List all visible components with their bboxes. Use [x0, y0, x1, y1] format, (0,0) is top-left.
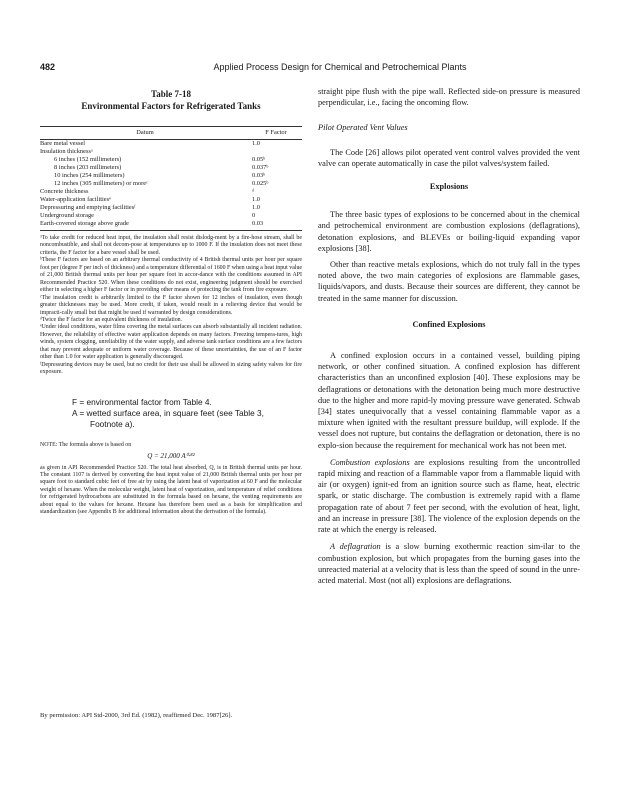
table-row: [40, 220, 302, 231]
row-value: 0: [252, 212, 256, 219]
paragraph-pressure: straight pipe flush with the pipe wall. Reflected side-on pressure is measured perpendicular, i.e., facing the oncoming flow.: [318, 87, 580, 108]
table-row: [40, 140, 302, 149]
table-title: [40, 88, 302, 112]
formula-note: [40, 442, 302, 517]
heading-confined: Confined Explosions: [412, 319, 486, 329]
left-column: [40, 88, 302, 517]
deflagration-text: is a slow burning exothermic reaction sim-ilar to the combustion explosion, but which propagates from the burning gases into the unreacted material at a velocity that is less than the speed of sound in the unre-acted material. Most (not all) explosions are deflagrations.: [318, 542, 580, 585]
heading-explosions: Explosions: [429, 182, 469, 192]
row-value: 0.03ᵇ: [252, 172, 266, 179]
row-value: 1.0: [252, 196, 260, 203]
table-row: [40, 148, 302, 156]
row-label: Water-application facilitiesᵉ: [40, 196, 111, 203]
row-label: 10 inches (254 millimeters): [54, 172, 125, 179]
note-lead: NOTE: The formula above is based on: [40, 441, 132, 448]
row-label: 8 inches (203 millimeters): [54, 164, 122, 171]
definition-a: A = wetted surface area, in square feet (see Table 3,: [72, 407, 264, 418]
note-body: as given in API Recommended Practice 520. The total heat absorbed, Q, is in British thermal units per hour. The constant 1107 is derived by converting the heat input value of 21,000 British thermal units per hour per square foot to standard cubic feet of free air by using the latent heat of vaporization at 60 F and the molecular weight of hexane. When the molecular weight, latent heat of vaporization, and temperature of relief conditions for refrigerated hydrocarbons are substituted in the formula based on hexane, the venting requirements are about equal to the values for hexane. Hexane has therefore been used as a basis for simplification and standardization (see Appendix B for additional information about the derivation of the formula).: [40, 464, 302, 516]
column-header-factor: F Factor: [250, 127, 302, 140]
table-row: [40, 180, 302, 188]
paragraph-confined: A confined explosion occurs in a contained vessel, building piping network, or other confined situation. A confined explosion has different characteristics than an unconfined explosion [40]. These explosions may be deflagrations or detonations with the detonation being much more destructive due to the higher and more rapid-ly moving pressure wave generated. Schwab [34] states unequivocally that a vessel containing flammable vapor as a mixture when ignited with the resultant pressure buildup, will explode. If the vessel does not rupture, but contains the deflagration or detonation, there is no explo-sion because the requirement for mechanical work has not been met.: [318, 351, 580, 450]
table-caption: Environmental Factors for Refrigerated Tanks: [81, 101, 261, 111]
row-label: Insulation thicknessᵃ: [40, 148, 93, 155]
row-label: Earth-covered storage above grade: [40, 220, 250, 231]
column-header-datum: Datum: [40, 127, 250, 140]
paragraph-pilot: The Code [26] allows pilot operated vent control valves provided the vent valve can operate automatically in case the pilot valves/system failed.: [318, 147, 580, 168]
row-label: Concrete thickness: [40, 188, 89, 195]
row-value: 1.0: [252, 204, 260, 211]
paragraph-explosion-categories: Other than reactive metals explosions, which do not truly fall in the types noted above, the two main categories of explosions are flammable gases, liquids/vapors, and dusts. Because their sources are different, they cannot be treated in the same manner for discussion.: [318, 260, 580, 303]
row-label: Underground storage: [40, 212, 95, 219]
table-row: [40, 196, 302, 204]
table-row: [40, 188, 302, 196]
definition-f: F = environmental factor from Table 4.: [72, 396, 212, 407]
footnote-f: ᶠDepressuring devices may be used, but no credit for their use shall be allowed in sizing safety valves for fire exposure.: [40, 361, 302, 376]
page-number: 482: [40, 62, 56, 72]
definition-a-cont: Footnote a).: [90, 418, 135, 429]
row-label: Bare metal vessel: [40, 140, 86, 147]
footnote-d: ᵈTwice the F factor for an equivalent thickness of insulation.: [40, 316, 183, 323]
heading-pilot-vent: Pilot Operated Vent Values: [318, 123, 408, 133]
term-deflagration: A deflagration: [330, 542, 381, 552]
row-value: ᵈ: [252, 188, 254, 195]
combustion-text: are explosions resulting from the uncontrolled rapid mixing and reaction of a flammable vapor from a flammable liquid with air (or oxygen) ignit-ed from an ignition source such as flame, heat, electric spark, or static discharge. The combustion is extremely rapid with a flame propagation rate of about 7 feet per second, with the evolution of heat, light, and an increase in pressure [38]. The violence of the explosion depends on the rate at which the energy is released.: [318, 457, 580, 535]
environmental-factors-table: [40, 126, 302, 231]
permission-credit: By permission: API Std-2000, 3rd Ed. (1982), reaffirmed Dec. 1987[26].: [40, 712, 233, 719]
footnote-b: ᵇThese F factors are based on an arbitrary thermal conductivity of 4 British thermal units per hour per square foot per (degree F per inch of thickness) and a temperature differential of 1600 F when using a heat input value of 21,000 British thermal units per hour per square foot in accor-dance with the conditions assumed in API Recommended Practice 520. When these conditions do not exist, engineering judgment should be exercised either in selecting a higher F factor or in providing other means of protecting the tank from fire exposure.: [40, 257, 302, 294]
footnote-e: ᵉUnder ideal conditions, water films covering the metal surfaces can absorb substantially all incident radiation. However, the reliability of effective water application depends on many factors. Freezing tempera-tures, high winds, system clogging, unreliability of the water supply, and adverse tank surface conditions are a few factors that may prevent adequate or uniform water coverage. Because of these uncertainties, the use of an F factor other than 1.0 for water application is generally discouraged.: [40, 324, 302, 361]
heat-formula: Q = 21,000 A⁰·⁸²: [147, 452, 195, 461]
running-title: Applied Process Design for Chemical and Petrochemical Plants: [213, 62, 467, 72]
term-combustion: Combustion explosions: [330, 457, 410, 467]
row-label: Depressuring and emptying facilitiesᶠ: [40, 204, 136, 211]
row-value: [250, 148, 302, 156]
row-value: 0.025ᵇ: [252, 180, 269, 187]
row-value: 0.037ᵇ: [252, 164, 269, 171]
variable-definitions: [40, 397, 302, 430]
paragraph-combustion: [318, 457, 580, 535]
table-row: [40, 172, 302, 180]
table-row: [40, 212, 302, 220]
footnote-c: ᶜThe insulation credit is arbitrarily limited to the F factor shown for 12 inches of insulation, even though greater thicknesses may be used. More credit, if taken, would result in a relieving device that would be impracti-cally small but that might be used if warranted by design considerations.: [40, 294, 302, 316]
row-label: 6 inches (152 millimeters): [54, 156, 122, 163]
paragraph-deflagration: [318, 541, 580, 586]
table-row: [40, 164, 302, 172]
row-value: 0.05ᵇ: [252, 156, 266, 163]
table-number: Table 7-18: [151, 89, 191, 99]
table-row: [40, 204, 302, 212]
paragraph-explosion-types: The three basic types of explosions to be concerned about in the chemical and petrochemical environment are combustion explosions (deflagrations), detonation explosions, and BLEVEs or boiling-liquid expanding vapor explosions [38].: [318, 210, 580, 253]
footnote-a: ᵃTo take credit for reduced heat input, the insulation shall resist dislodg-ment by a fire-hose stream, shall be noncombustible, and shall not decom-pose at temperatures up to 1000 F. If the insulation does not meet these criteria, the F factor for a bare vessel shall be used.: [40, 235, 302, 256]
row-label: 12 inches (305 millimeters) or moreᶜ: [54, 180, 148, 187]
row-value: 0.03: [250, 220, 302, 231]
table-row: [40, 156, 302, 164]
row-value: 1.0: [252, 140, 260, 147]
right-column: [318, 86, 580, 586]
table-header-row: [40, 127, 302, 140]
table-footnotes: [40, 235, 302, 377]
